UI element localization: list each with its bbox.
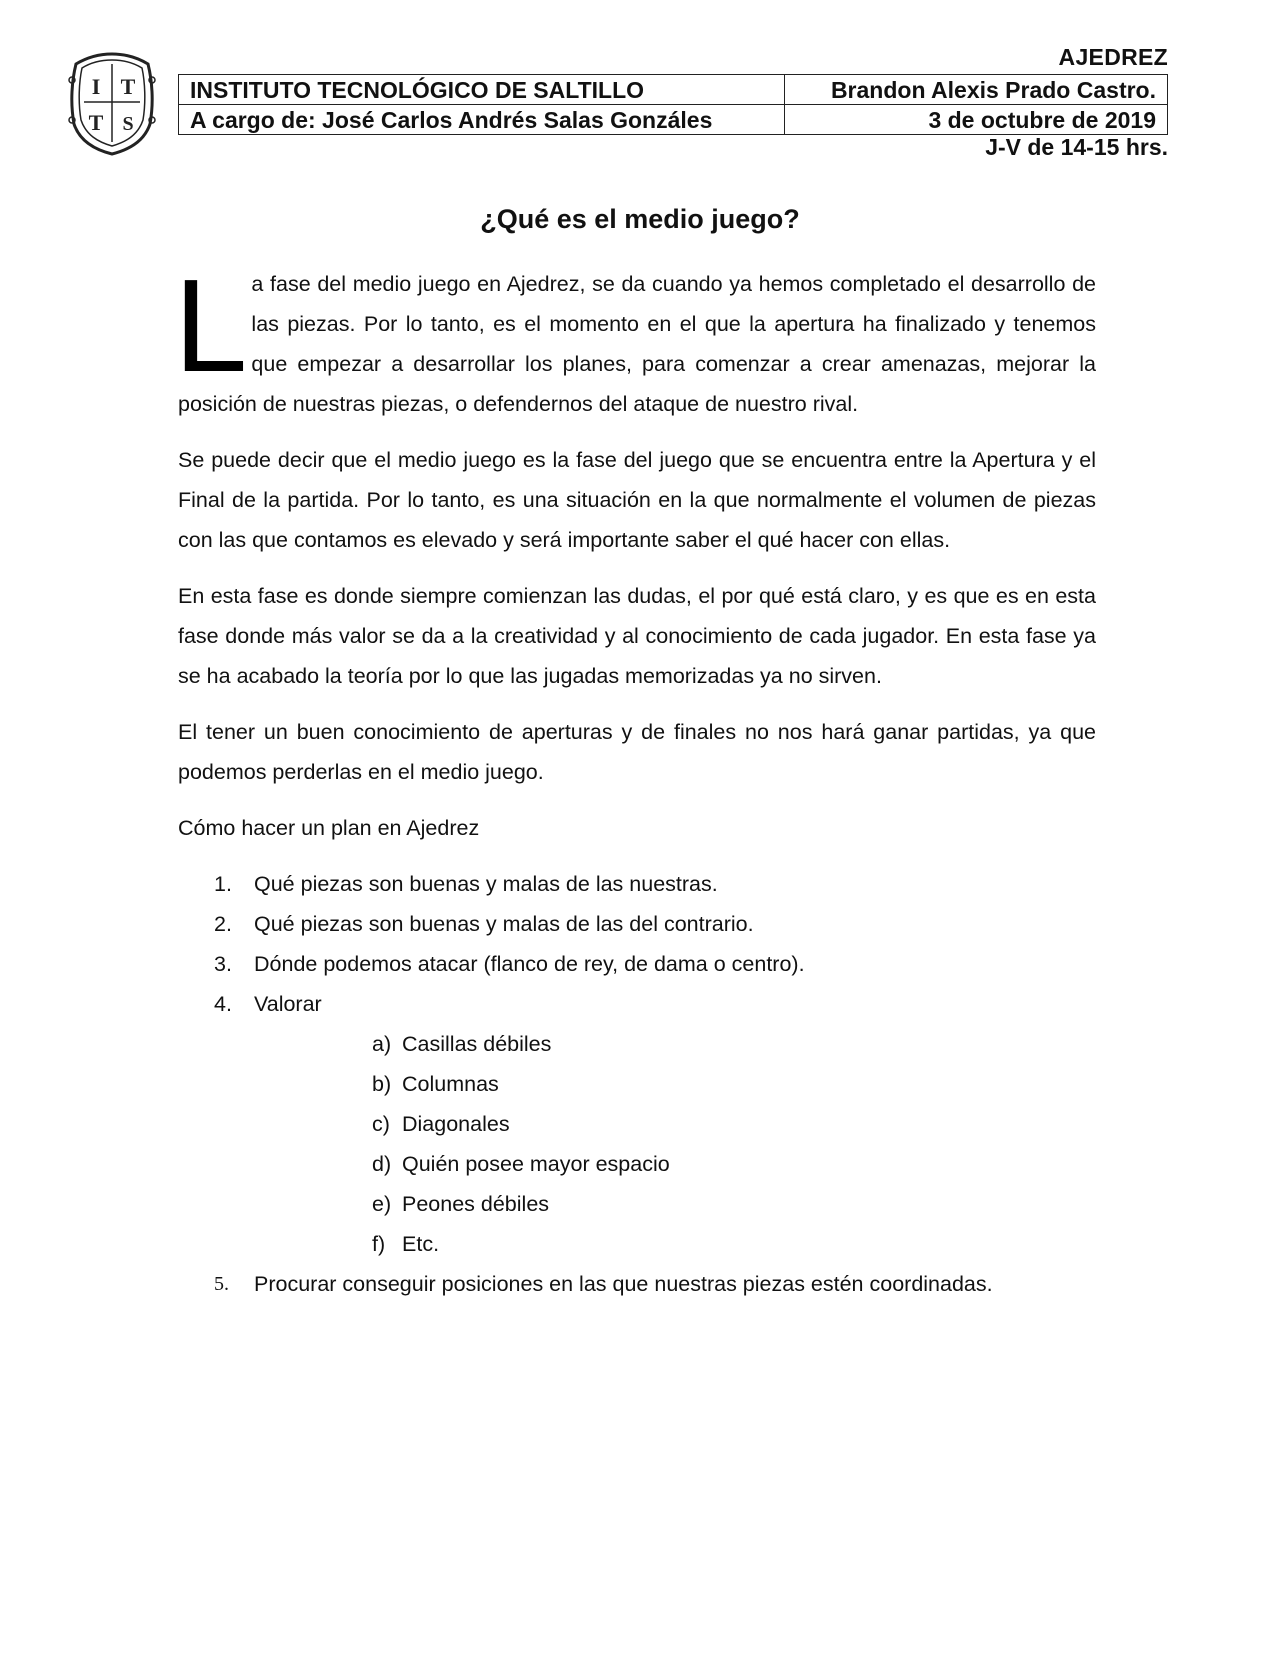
paragraph-intro-text: a fase del medio juego en Ajedrez, se da cuando ya hemos completado el desarrollo de las piezas. Por lo tanto, es el momento en el que la apertura ha finalizado y tenemos que empezar a desarrollar los planes, para comenzar a crear amenazas, mejorar la posición de nuestras piezas, o defendernos del ataque de nuestro rival. (178, 272, 1096, 416)
teacher-name: A cargo de: José Carlos Andrés Salas Gonzáles (179, 105, 785, 135)
sub-list-item (254, 1184, 1096, 1224)
sub-list-text: Columnas (402, 1072, 499, 1096)
list-number: 4. (214, 992, 232, 1016)
sub-list-item (254, 1144, 1096, 1184)
paragraph-intro (174, 252, 1096, 424)
list-number: 2. (214, 912, 232, 936)
class-schedule: J-V de 14-15 hrs. (985, 134, 1168, 160)
plan-heading: Cómo hacer un plan en Ajedrez (178, 816, 480, 840)
list-number: 1. (214, 872, 232, 896)
list-item (178, 944, 1096, 984)
sub-list-text: Peones débiles (402, 1192, 550, 1216)
sub-list (254, 1024, 1096, 1264)
drop-cap: L (174, 252, 248, 399)
sub-list-letter: b) (372, 1072, 392, 1096)
list-item (178, 984, 1096, 1264)
list-text: Dónde podemos atacar (flanco de rey, de dama o centro). (254, 952, 805, 976)
sub-list-item (254, 1024, 1096, 1064)
list-number: 5. (214, 1273, 229, 1295)
sub-list-text: Quién posee mayor espacio (402, 1152, 670, 1176)
student-name: Brandon Alexis Prado Castro. (785, 75, 1168, 105)
list-item (178, 904, 1096, 944)
svg-text:T: T (88, 110, 104, 135)
sub-list-text: Diagonales (402, 1112, 510, 1136)
document-date: 3 de octubre de 2019 (785, 105, 1168, 135)
sub-list-letter: d) (372, 1152, 392, 1176)
svg-text:S: S (122, 113, 134, 135)
subject-label: AJEDREZ (1058, 44, 1168, 70)
header-table (178, 74, 1168, 135)
sub-list-letter: a) (372, 1032, 392, 1056)
paragraph-4: El tener un buen conocimiento de aperturas y de finales no nos hará ganar partidas, ya que podemos perderlas en el medio juego. (178, 720, 1096, 784)
sub-list-item (254, 1224, 1096, 1264)
paragraph-2: Se puede decir que el medio juego es la fase del juego que se encuentra entre la Apertura y el Final de la partida. Por lo tanto, es una situación en la que normalmente el volumen de piezas con las que contamos es elevado y será importante saber el qué hacer con ellas. (178, 448, 1096, 552)
list-number: 3. (214, 952, 232, 976)
list-text: Valorar (254, 992, 322, 1016)
sub-list-text: Etc. (402, 1232, 440, 1256)
list-text: Qué piezas son buenas y malas de las nuestras. (254, 872, 718, 896)
list-text: Procurar conseguir posiciones en las que nuestras piezas estén coordinadas. (254, 1272, 993, 1296)
institute-name: INSTITUTO TECNOLÓGICO DE SALTILLO (179, 75, 785, 105)
list-item (178, 1264, 1096, 1304)
sub-list-item (254, 1064, 1096, 1104)
sub-list-item (254, 1104, 1096, 1144)
logo-lettering: I (91, 74, 101, 99)
list-item (178, 864, 1096, 904)
page-title: ¿Qué es el medio juego? (480, 204, 800, 234)
plan-list (178, 864, 1096, 1304)
institute-crest-logo (66, 50, 158, 156)
list-text: Qué piezas son buenas y malas de las del contrario. (254, 912, 754, 936)
svg-text:T: T (120, 74, 136, 99)
sub-list-letter: c) (372, 1112, 390, 1136)
header-row (179, 105, 1168, 135)
paragraph-3: En esta fase es donde siempre comienzan las dudas, el por qué está claro, y es que es en esta fase donde más valor se da a la creatividad y al conocimiento de cada jugador. En esta fase ya se ha acabado la teoría por lo que las jugadas memorizadas ya no sirven. (178, 584, 1096, 688)
document-body (174, 252, 1096, 1304)
sub-list-text: Casillas débiles (402, 1032, 552, 1056)
sub-list-letter: f) (372, 1232, 386, 1256)
sub-list-letter: e) (372, 1192, 392, 1216)
header-row (179, 75, 1168, 105)
